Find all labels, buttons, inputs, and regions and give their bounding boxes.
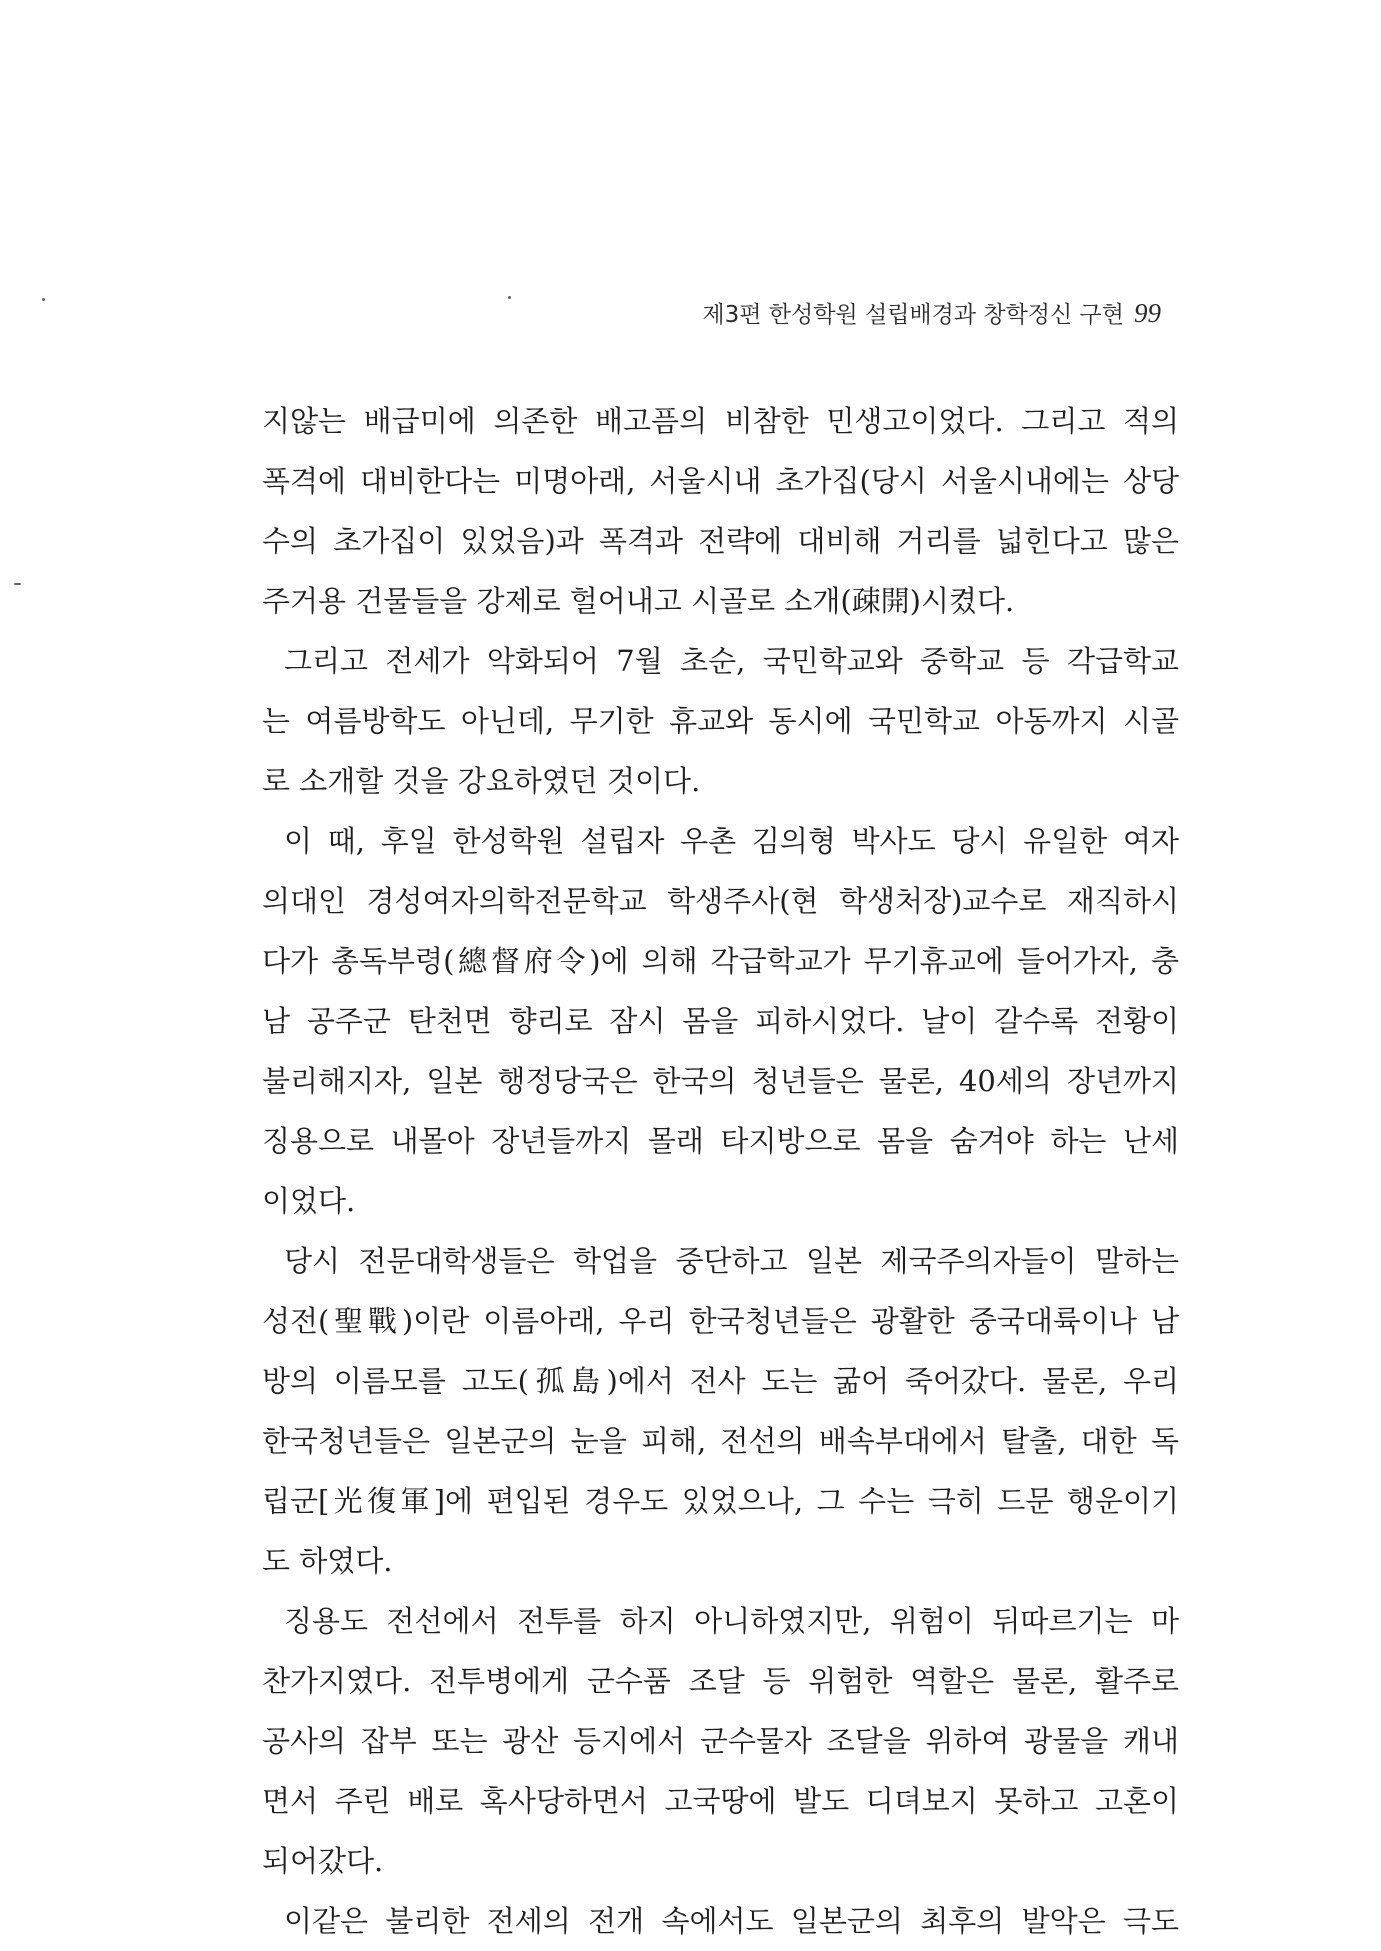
text-line: 공사의 잡부 또는 광산 등지에서 군수물자 조달을 위하여 광물을 캐내 — [262, 1724, 1179, 1758]
text-line: 이었다. — [262, 1184, 356, 1218]
text-line: 다가 총독부령(總督府令)에 의해 각급학교가 무기휴교에 들어가자, 충 — [262, 944, 1179, 978]
text-line: 폭격에 대비한다는 미명아래, 서울시내 초가집(당시 서울시내에는 상당 — [262, 464, 1179, 498]
text-line: 방의 이름모를 고도(孤島)에서 전사 도는 굶어 죽어갔다. 물론, 우리 — [262, 1364, 1179, 1398]
text-line: 찬가지였다. 전투병에게 군수품 조달 등 위험한 역할은 물론, 활주로 — [262, 1664, 1179, 1698]
text-line: 수의 초가집이 있었음)과 폭격과 전략에 대비해 거리를 넓힌다고 많은 — [262, 524, 1179, 558]
page-number: 99 — [1134, 298, 1161, 328]
body-text — [262, 391, 1179, 1951]
text-line: 로 소개할 것을 강요하였던 것이다. — [262, 764, 701, 798]
scan-speck — [508, 296, 511, 299]
text-line: 남 공주군 탄천면 향리로 잠시 몸을 피하시었다. 날이 갈수록 전황이 — [262, 1004, 1179, 1038]
running-header — [702, 296, 1161, 329]
text-line: 지않는 배급미에 의존한 배고픔의 비참한 민생고이었다. 그리고 적의 — [262, 404, 1179, 438]
running-title: 제3편 한성학원 설립배경과 창학정신 구현 — [702, 302, 1124, 328]
paragraph-first-line: 당시 전문대학생들은 학업을 중단하고 일본 제국주의자들이 말하는 — [284, 1244, 1179, 1278]
paragraph-first-line: 징용도 전선에서 전투를 하지 아니하였지만, 위험이 뒤따르기는 마 — [284, 1604, 1179, 1638]
paragraph-first-line: 이같은 불리한 전세의 전개 속에서도 일본군의 최후의 발악은 극도 — [284, 1904, 1179, 1938]
text-line: 징용으로 내몰아 장년들까지 몰래 타지방으로 몸을 숨겨야 하는 난세 — [262, 1124, 1179, 1158]
text-line: 주거용 건물들을 강제로 헐어내고 시골로 소개(疎開)시켰다. — [262, 584, 1015, 618]
paragraph-first-line: 그리고 전세가 악화되어 7월 초순, 국민학교와 중학교 등 각급학교 — [284, 644, 1179, 678]
text-line: 한국청년들은 일본군의 눈을 피해, 전선의 배속부대에서 탈출, 대한 독 — [262, 1424, 1179, 1458]
text-line: 도 하였다. — [262, 1544, 393, 1578]
text-line: 성전(聖戰)이란 이름아래, 우리 한국청년들은 광활한 중국대륙이나 남 — [262, 1304, 1179, 1338]
scan-speck — [14, 583, 21, 585]
paragraph-first-line: 이 때, 후일 한성학원 설립자 우촌 김의형 박사도 당시 유일한 여자 — [284, 824, 1179, 858]
text-line: 면서 주린 배로 혹사당하면서 고국땅에 발도 디뎌보지 못하고 고혼이 — [262, 1784, 1179, 1818]
text-line: 는 여름방학도 아닌데, 무기한 휴교와 동시에 국민학교 아동까지 시골 — [262, 704, 1179, 738]
text-line: 되어갔다. — [262, 1844, 384, 1878]
text-line: 립군[光復軍]에 편입된 경우도 있었으나, 그 수는 극히 드문 행운이기 — [262, 1484, 1179, 1518]
text-line: 의대인 경성여자의학전문학교 학생주사(현 학생처장)교수로 재직하시 — [262, 884, 1179, 918]
text-line: 불리해지자, 일본 행정당국은 한국의 청년들은 물론, 40세의 장년까지 — [262, 1064, 1179, 1098]
scan-speck — [42, 298, 45, 301]
